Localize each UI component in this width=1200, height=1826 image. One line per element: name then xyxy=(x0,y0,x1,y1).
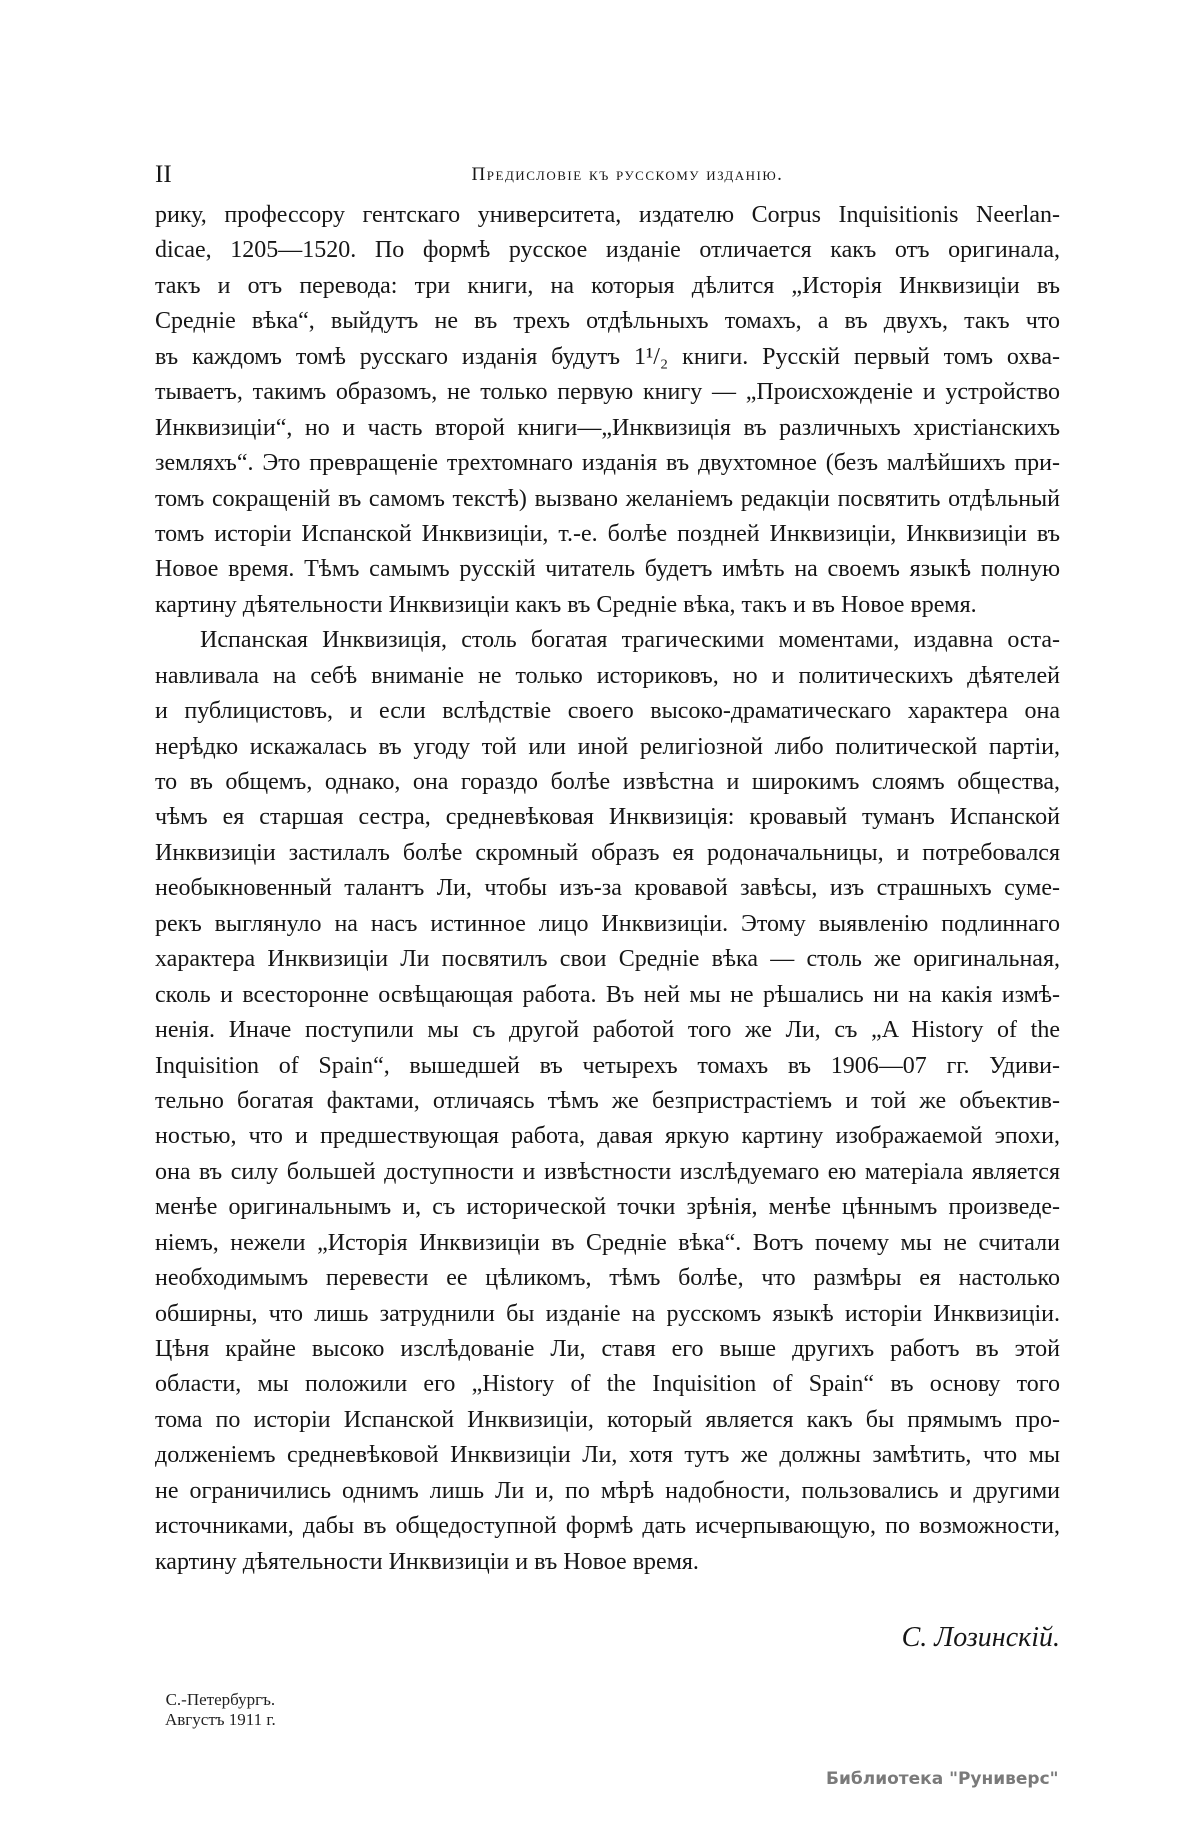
text-line: характера Инквизиціи Ли посвятилъ свои Средніе вѣка — столь же оригинальная, xyxy=(155,946,1060,973)
text-line: то въ общемъ, однако, она гораздо болѣе извѣстна и широкимъ слоямъ общества, xyxy=(155,769,1060,795)
body-text xyxy=(155,198,1060,1580)
text-line: Inquisition of Spain“, вышедшей въ четырехъ томахъ въ 1906—07 гг. Удиви- xyxy=(155,1052,1060,1079)
text-line: ніемъ, нежели „Исторія Инквизиціи въ Средніе вѣка“. Вотъ почему мы не считали xyxy=(155,1229,1060,1256)
author-signature: С. Лозинскій. xyxy=(901,1622,1060,1653)
text-line: долженіемъ средневѣковой Инквизиціи Ли, хотя тутъ же должны замѣтить, что мы xyxy=(155,1442,1060,1469)
text-line: такъ и отъ перевода: три книги, на которыя дѣлится „Исторія Инквизиціи въ xyxy=(155,272,1060,299)
text-line: Цѣня крайне высоко изслѣдованіе Ли, ставя его выше другихъ работъ въ этой xyxy=(155,1336,1060,1362)
page-number: II xyxy=(155,161,172,188)
text-line: земляхъ“. Это превращеніе трехтомнаго изданія въ двухтомное (безъ малѣйшихъ при- xyxy=(155,450,1060,477)
text-line: картину дѣятельности Инквизиціи и въ Новое время. xyxy=(155,1548,699,1575)
date: Августъ 1911 г. xyxy=(165,1710,276,1729)
text-line: менѣе оригинальнымъ и, съ исторической точки зрѣнія, менѣе цѣннымъ произведе- xyxy=(155,1194,1060,1221)
text-line: нерѣдко искажалась въ угоду той или иной религіозной либо политической партіи, xyxy=(155,733,1060,760)
text-line: области, мы положили его „History of the Inquisition of Spain“ въ основу того xyxy=(155,1371,1060,1398)
text-line: тома по исторіи Испанской Инквизиціи, который является какъ бы прямымъ про- xyxy=(155,1406,1060,1433)
text-line: необходимымъ перевести ее цѣликомъ, тѣмъ болѣе, что размѣры ея настолько xyxy=(155,1265,1060,1292)
text-line: сколь и всесторонне освѣщающая работа. Въ ней мы не рѣшались ни на какія измѣ- xyxy=(155,981,1060,1008)
paragraph-start-line: Испанская Инквизиція, столь богатая трагическими моментами, издавна оста- xyxy=(200,627,1060,654)
text-line: она въ силу большей доступности и извѣстности изслѣдуемаго ею матеріала является xyxy=(155,1158,1060,1185)
text-line: томъ сокращеній въ самомъ текстѣ) вызвано желаніемъ редакціи посвятить отдѣльный xyxy=(155,485,1060,512)
text-line: Средніе вѣка“, выйдутъ не въ трехъ отдѣльныхъ томахъ, а въ двухъ, такъ что xyxy=(155,308,1060,335)
text-line: не ограничились однимъ лишь Ли и, по мѣрѣ надобности, пользовались и другими xyxy=(155,1477,1060,1504)
text-line: ненія. Иначе поступили мы съ другой работой того же Ли, съ „A History of the xyxy=(155,1017,1060,1044)
running-head xyxy=(155,160,1060,190)
text-line: и публицистовъ, и если вслѣдствіе своего высоко-драматическаго характера она xyxy=(155,698,1060,725)
text-line: рику, профессору гентскаго университета, издателю Corpus Inquisitionis Neerlan- xyxy=(155,202,1060,228)
text-line: Инквизиціи застилалъ болѣе скромный образъ ея родоначальницы, и потребовался xyxy=(155,839,1060,866)
text-line: необыкновенный талантъ Ли, чтобы изъ-за кровавой завѣсы, изъ страшныхъ суме- xyxy=(155,875,1060,902)
text-line: томъ исторіи Испанской Инквизиціи, т.-е. болѣе поздней Инквизиціи, Инквизиціи въ xyxy=(155,520,1060,547)
text-line: рекъ выглянуло на насъ истинное лицо Инквизиціи. Этому выявленію подлиннаго xyxy=(155,910,1060,937)
text-line: тываетъ, такимъ образомъ, не только первую книгу — „Происхожденіе и устройство xyxy=(155,379,1060,406)
running-title: Предисловіе къ русскому изданію. xyxy=(471,164,784,185)
text-line: обширны, что лишь затруднили бы изданіе на русскомъ языкѣ исторіи Инквизиціи. xyxy=(155,1300,1060,1327)
text-line: тельно богатая фактами, отличаясь тѣмъ же безпристрастіемъ и той же объектив- xyxy=(155,1087,1060,1114)
place: С.-Петербургъ. xyxy=(165,1690,276,1709)
text-line: Новое время. Тѣмъ самымъ русскій читатель будетъ имѣть на своемъ языкѣ полную xyxy=(155,556,1060,583)
text-line: чѣмъ ея старшая сестра, средневѣковая Инквизиція: кровавый туманъ Испанской xyxy=(155,804,1060,831)
place-date xyxy=(165,1690,276,1730)
text-line: Инквизиціи“, но и часть второй книги—„Инквизиція въ различныхъ христіанскихъ xyxy=(155,414,1060,441)
text-line: ностью, что и предшествующая работа, давая яркую картину изображаемой эпохи, xyxy=(155,1123,1060,1150)
text-line: картину дѣятельности Инквизиціи какъ въ Средніе вѣка, такъ и въ Новое время. xyxy=(155,591,977,618)
text-line: источниками, дабы въ общедоступной формѣ дать исчерпывающую, по возможности, xyxy=(155,1513,1060,1540)
text-line: навливала на себѣ вниманіе не только историковъ, но и политическихъ дѣятелей xyxy=(155,662,1060,689)
library-watermark: Библиотека "Руниверс" xyxy=(826,1769,1059,1789)
text-line: въ каждомъ томѣ русскаго изданія будутъ 1¹/₂ книги. Русскій первый томъ охва- xyxy=(155,343,1060,370)
text-line: dicae, 1205—1520. По формѣ русское изданіе отличается какъ отъ оригинала, xyxy=(155,237,1060,264)
